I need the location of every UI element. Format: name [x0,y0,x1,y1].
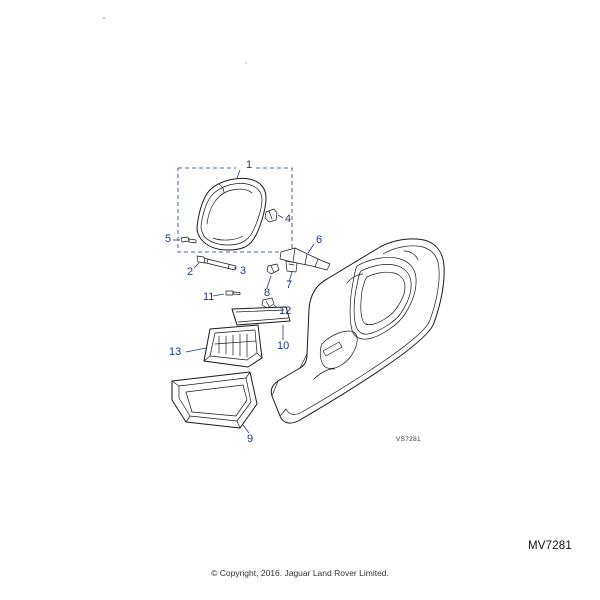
leader-9 [243,425,249,433]
leader-2 [194,263,199,268]
leader-11 [213,294,224,296]
callout-13: 13 [169,346,182,358]
callout-5: 5 [165,233,172,245]
callout-6: 6 [316,234,323,246]
part-hinge-rod-3 [202,258,236,270]
part-coin-tray-13 [204,325,262,367]
callout-11: 11 [203,291,215,303]
part-bracket-2 [197,256,205,263]
part-storage-bin-9 [172,372,257,428]
speck-mark [245,62,247,64]
part-screw-11 [226,291,240,295]
callout-2: 2 [187,266,194,278]
leader-13 [186,348,206,352]
leader-4 [278,215,283,218]
callout-7: 7 [286,279,293,291]
part-clip-4 [265,209,277,222]
speck-mark [103,17,105,19]
part-armrest-lid [197,178,266,250]
part-screw-5 [181,237,196,243]
leader-1 [237,170,240,178]
callout-1: 1 [246,159,253,171]
part-clip-8 [267,264,279,274]
callout-12: 12 [279,305,292,317]
drawing-number: VS7281 [396,436,421,443]
callout-3: 3 [240,265,247,277]
leader-6 [308,244,314,253]
part-code: MV7281 [527,540,572,552]
callout-4: 4 [285,213,292,225]
callout-9: 9 [247,433,254,445]
center-console-assembly [271,239,444,423]
copyright-notice: © Copyright, 2016. Jaguar Land Rover Limited. [211,568,389,578]
callout-8: 8 [264,287,271,299]
part-latch-arm-6 [280,248,330,272]
callout-10: 10 [277,340,290,352]
part-clip-12 [262,298,274,308]
